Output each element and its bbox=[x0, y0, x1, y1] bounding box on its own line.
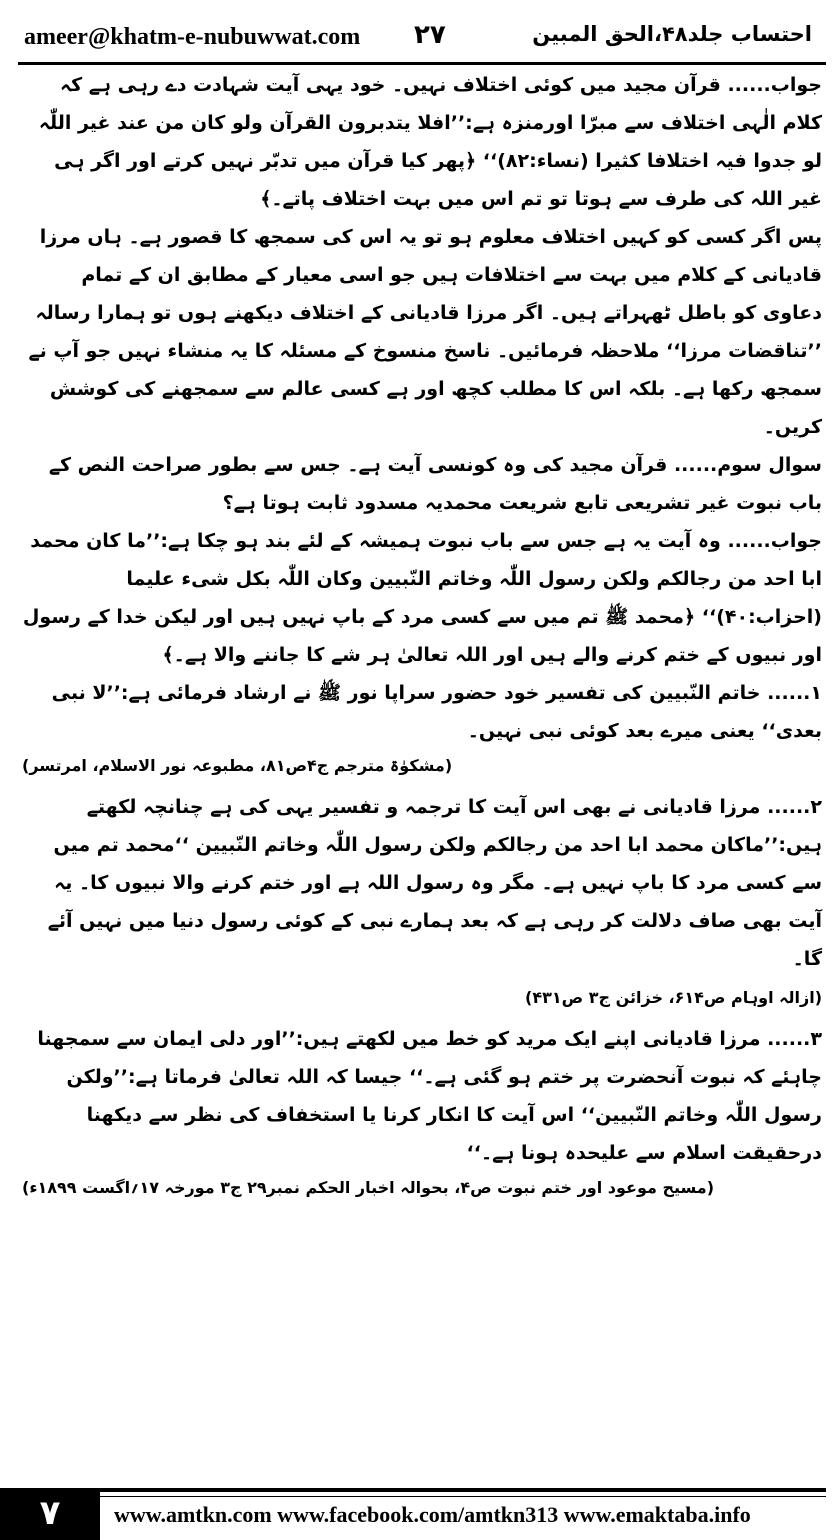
page-number: ۲۷ bbox=[414, 20, 446, 50]
paragraph-text: مرزا قادیانی اپنے ایک مرید کو خط میں لکھتے ہیں:’’اور دلی ایمان سے سمجھنا چاہئے کہ نبوت آنحضرت پر ختم ہو گئی ہے۔‘‘ جیسا کہ اللہ تعالیٰ فرماتا ہے:’’ولکن رسول اللّٰہ وخاتم النّبیین‘‘ اس آیت کا انکار کرنا یا استخفاف کی نظر سے دیکھنا درحقیقت اسلام سے علیحدہ ہونا ہے۔‘‘ bbox=[37, 1028, 822, 1164]
email-address: ameer@khatm-e-nubuwwat.com bbox=[24, 24, 361, 50]
reference-1: (مشکوٰۃ مترجم ج۴ص۸۱، مطبوعہ نور الاسلام، امرتسر) bbox=[22, 756, 453, 775]
paragraph-text: مرزا قادیانی نے بھی اس آیت کا ترجمہ و تفسیر یہی کی ہے چنانچہ لکھتے ہیں:’’ماکان محمد ابا احد من رجالکم ولکن رسول اللّٰہ وخاتم النّبیین ‘‘محمد تم میں سے کسی مرد کا باپ نہیں ہے۔ مگر وہ رسول اللہ ہے اور ختم کرنے والا نبیوں کا۔ یہ آیت بھی صاف دلالت کر رہی ہے کہ بعد ہمارے نبی کے کوئی رسول دنیا میں نہیں آئے گا۔ bbox=[47, 796, 822, 970]
paragraph-point-2 bbox=[22, 788, 822, 978]
paragraph-point-3 bbox=[22, 1020, 822, 1172]
page-footer bbox=[0, 1474, 840, 1540]
paragraph-question-3 bbox=[22, 446, 822, 522]
paragraph-text: قرآن مجید میں کوئی اختلاف نہیں۔ خود یہی آیت شہادت دے رہی ہے کہ کلام الٰہی اختلاف سے مبرّا اورمنزہ ہے:’’افلا یتدبرون القرآن ولو کان من عند غیر اللّٰہ لو جدوا فیہ اختلافا کثیرا (نساء:۸۲)‘‘ ﴿پھر کیا قرآن میں تدبّر نہیں کرتے اور اگر ہی غیر اللہ کی طرف سے ہوتا تو تم اس میں بہت اختلاف پاتے۔﴾ bbox=[38, 74, 822, 210]
header-rule bbox=[18, 62, 826, 65]
paragraph-body-1 bbox=[22, 218, 822, 446]
paragraph-label: جواب...... bbox=[727, 530, 822, 552]
paragraph-label: ۳...... bbox=[767, 1028, 822, 1050]
reference-2: (ازالہ اوہام ص۶۱۴، خزائن ج۳ ص۴۳۱) bbox=[525, 988, 822, 1007]
page-content bbox=[22, 66, 822, 1210]
footer-urls[interactable]: www.amtkn.com www.facebook.com/amtkn313 www.emaktaba.info bbox=[114, 1502, 751, 1527]
paragraph-text: پس اگر کسی کو کہیں اختلاف معلوم ہو تو یہ اس کی سمجھ کا قصور ہے۔ ہاں مرزا قادیانی کے کلام میں بہت سے اختلافات ہیں جو اسی معیار کے مطابق ان کے تمام دعاوی کو باطل ٹھہراتے ہیں۔ اگر مرزا قادیانی کے اختلاف دیکھنے ہوں تو ہمارا رسالہ ’’تناقضات مرزا‘‘ ملاحظہ فرمائیں۔ ناسخ منسوخ کے مسئلہ کا یہ منشاء نہیں جو آپ نے سمجھ رکھا ہے۔ بلکہ اس کا مطلب کچھ اور ہے کسی عالم سے سمجھنے کی کوشش کریں۔ bbox=[28, 226, 822, 438]
paragraph-label: ۲...... bbox=[767, 796, 822, 818]
paragraph-text: خاتم النّبیین کی تفسیر خود حضور سراپا نور ﷺ نے ارشاد فرمائی ہے:’’لا نبی بعدی‘‘ یعنی میرے بعد کوئی نبی نہیں۔ bbox=[51, 682, 822, 742]
footer-rule-thin bbox=[100, 1496, 826, 1497]
footer-page-number: ۷ bbox=[0, 1488, 100, 1540]
reference-3: (مسیح موعود اور ختم نبوت ص۴، بحوالہ اخبار الحکم نمبر۲۹ ج۳ مورخہ ۱۷؍اگست ۱۸۹۹ء) bbox=[22, 1178, 715, 1197]
paragraph-answer-2 bbox=[22, 522, 822, 674]
volume-title: احتساب جلد۴۸،الحق المبین bbox=[532, 22, 812, 46]
paragraph-answer-1 bbox=[22, 66, 822, 218]
paragraph-label: سوال سوم...... bbox=[673, 454, 822, 476]
page-header bbox=[18, 18, 822, 58]
paragraph-text: وہ آیت یہ ہے جس سے باب نبوت ہمیشہ کے لئے بند ہو چکا ہے:’’ما کان محمد ابا احد من رجالکم ولکن رسول اللّٰہ وخاتم النّبیین وکان اللّٰہ بکل شیء علیما (احزاب:۴۰)‘‘ ﴿محمد ﷺ تم میں سے کسی مرد کے باپ نہیں ہیں اور لیکن خدا کے رسول اور نبیوں کے ختم کرنے والے ہیں اور اللہ تعالیٰ ہر شے کا جاننے والا ہے۔﴾ bbox=[22, 530, 822, 666]
paragraph-point-1 bbox=[22, 674, 822, 750]
paragraph-text: قرآن مجید کی وہ کونسی آیت ہے۔ جس سے بطور صراحت النص کے باب نبوت غیر تشریعی تابع شریعت محمدیہ مسدود ثابت ہوتا ہے؟ bbox=[48, 454, 822, 514]
paragraph-label: ۱...... bbox=[767, 682, 822, 704]
paragraph-label: جواب...... bbox=[727, 74, 822, 96]
footer-rule-thick bbox=[100, 1488, 826, 1492]
